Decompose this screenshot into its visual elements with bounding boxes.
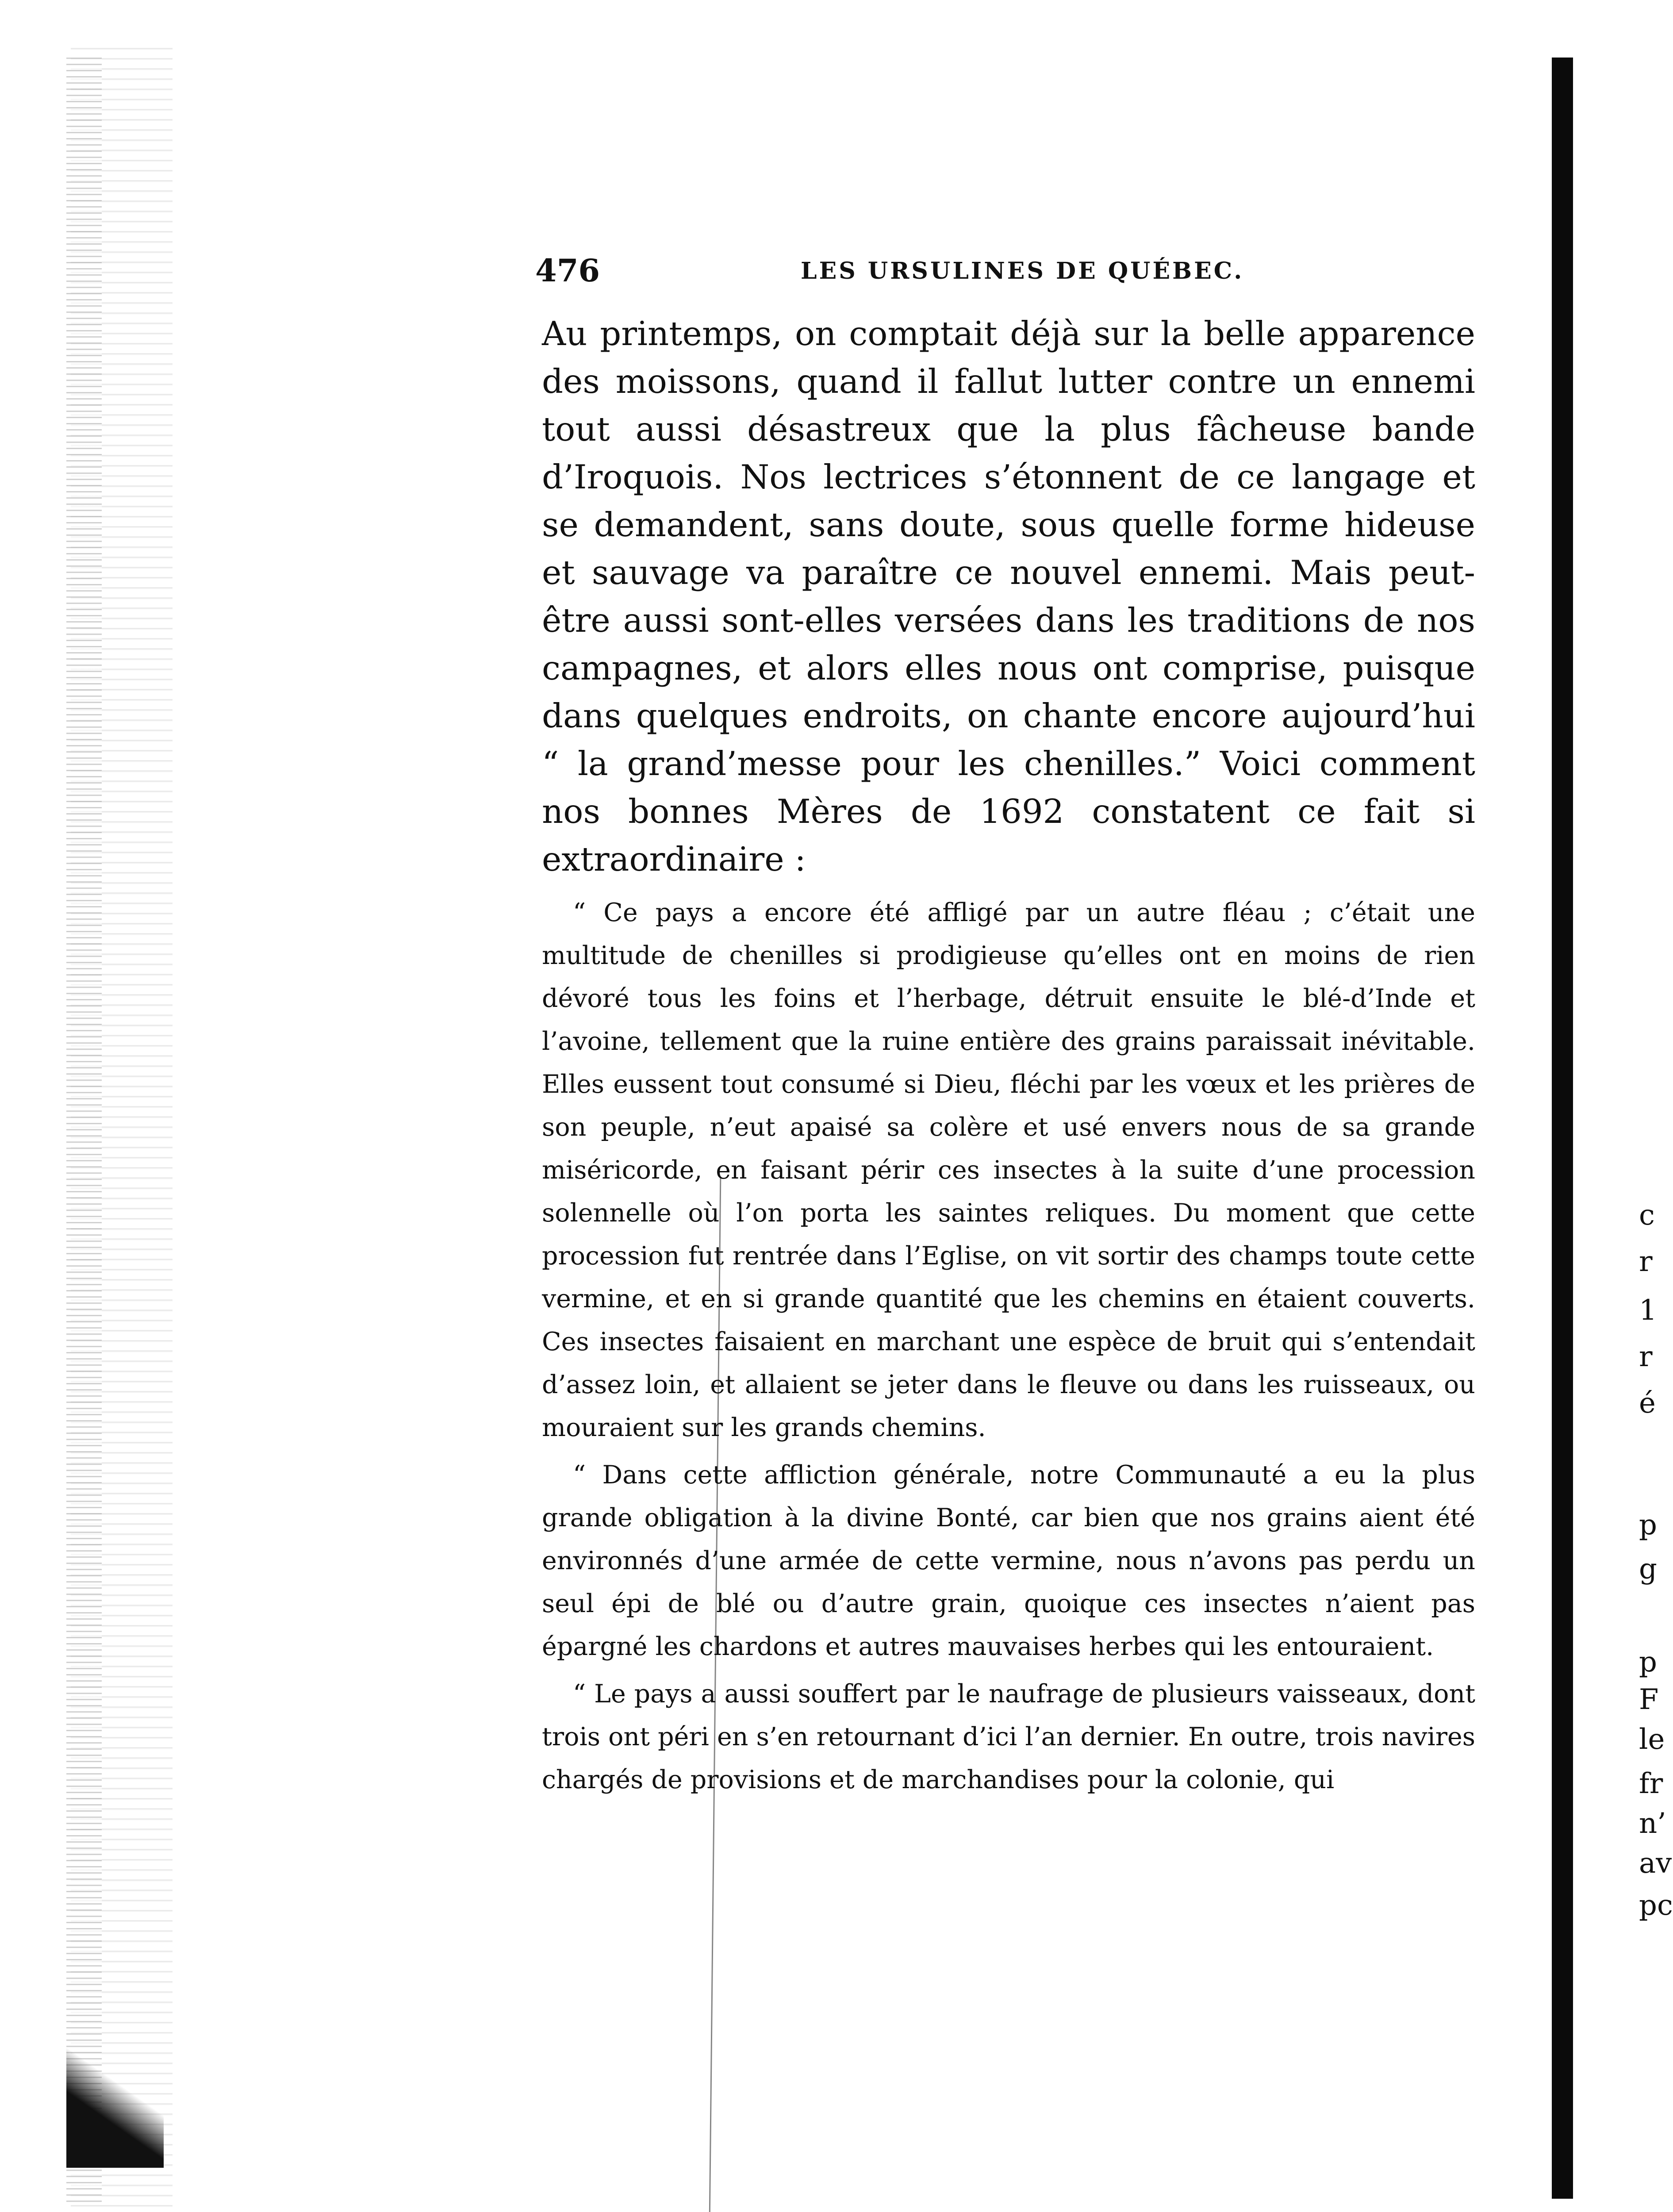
facing-page-fragment: r	[1639, 1340, 1653, 1373]
page-number: 476	[535, 252, 600, 289]
facing-page-fragment: F	[1639, 1683, 1659, 1716]
binding-corner-shadow	[66, 2035, 164, 2168]
facing-page-fragment: g	[1639, 1553, 1657, 1586]
body-paragraph: Au printemps, on comptait déjà sur la belle apparence des moissons, quand il fallut lutter contre un ennemi tout aussi désastreux que la plus fâcheuse bande d’Iroquois. Nos lectrices s’étonnent de ce langage et se demandent, sans doute, sous quelle forme hideuse et sauvage va paraître ce nouvel ennemi. Mais peut-être aussi sont-elles versées dans les traditions de nos campagnes, et alors elles nous ont comprise, puisque dans quelques endroits, on chante encore aujourd’hui “ la grand’messe pour les chenilles.” Voici comment nos bonnes Mères de 1692 constatent ce fait si extraordinaire :	[542, 314, 1475, 879]
facing-page-fragment: p	[1639, 1646, 1657, 1678]
quoted-passage	[542, 891, 1475, 1801]
body-text	[542, 310, 1475, 883]
facing-page-fragment: av	[1639, 1847, 1672, 1880]
facing-page-fragment: 1	[1639, 1294, 1657, 1327]
facing-page-fragment: fr	[1639, 1767, 1663, 1800]
facing-page-fragment: n’	[1639, 1807, 1666, 1840]
facing-page-fragment: le	[1639, 1723, 1665, 1756]
facing-page-fragment: é	[1639, 1387, 1656, 1420]
facing-page-fragment: c	[1639, 1199, 1655, 1232]
quote-paragraph-3: “ Le pays a aussi souffert par le naufrage de plusieurs vaisseaux, dont trois ont péri en s’en retournant d’ici l’an dernier. En outre, trois navires chargés de provisions et de marchandises pour la colonie, qui	[542, 1679, 1475, 1794]
facing-page-fragment: p	[1639, 1509, 1657, 1541]
running-title: LES URSULINES DE QUÉBEC.	[801, 257, 1244, 284]
right-binding-edge	[1552, 58, 1573, 2199]
left-binding-edge	[66, 53, 102, 2203]
quote-paragraph-2: “ Dans cette affliction générale, notre Communauté a eu la plus grande obligation à la divine Bonté, car bien que nos grains aient été environnés d’une armée de cette vermine, nous n’avons pas perdu un seul épi de blé ou d’autre grain, quoique ces insectes n’aient pas épargné les chardons et autres mauvaises herbes qui les entouraient.	[542, 1460, 1475, 1661]
facing-page-fragment: pc	[1639, 1889, 1673, 1922]
running-header	[535, 252, 1473, 288]
quote-paragraph-1: “ Ce pays a encore été affligé par un autre fléau ; c’était une multitude de chenilles si prodigieuse qu’elles ont en moins de rien dévoré tous les foins et l’herbage, détruit ensuite le blé-d’Inde et l’avoine, tellement que la ruine entière des grains paraissait inévitable. Elles eussent tout consumé si Dieu, fléchi par les vœux et les prières de son peuple, n’eut apaisé sa colère et usé envers nous de sa grande miséricorde, en faisant périr ces insectes à la suite d’une procession solennelle où l’on porta les saintes reliques. Du moment que cette procession fut rentrée dans l’Eglise, on vit sortir des champs toute cette vermine, et en si grande quantité que les chemins en étaient couverts. Ces insectes faisaient en marchant une espèce de bruit qui s’entendait d’assez loin, et allaient se jeter dans le fleuve ou dans les ruisseaux, ou mouraient sur les grands chemins.	[542, 898, 1475, 1442]
facing-page-fragment: r	[1639, 1245, 1653, 1278]
